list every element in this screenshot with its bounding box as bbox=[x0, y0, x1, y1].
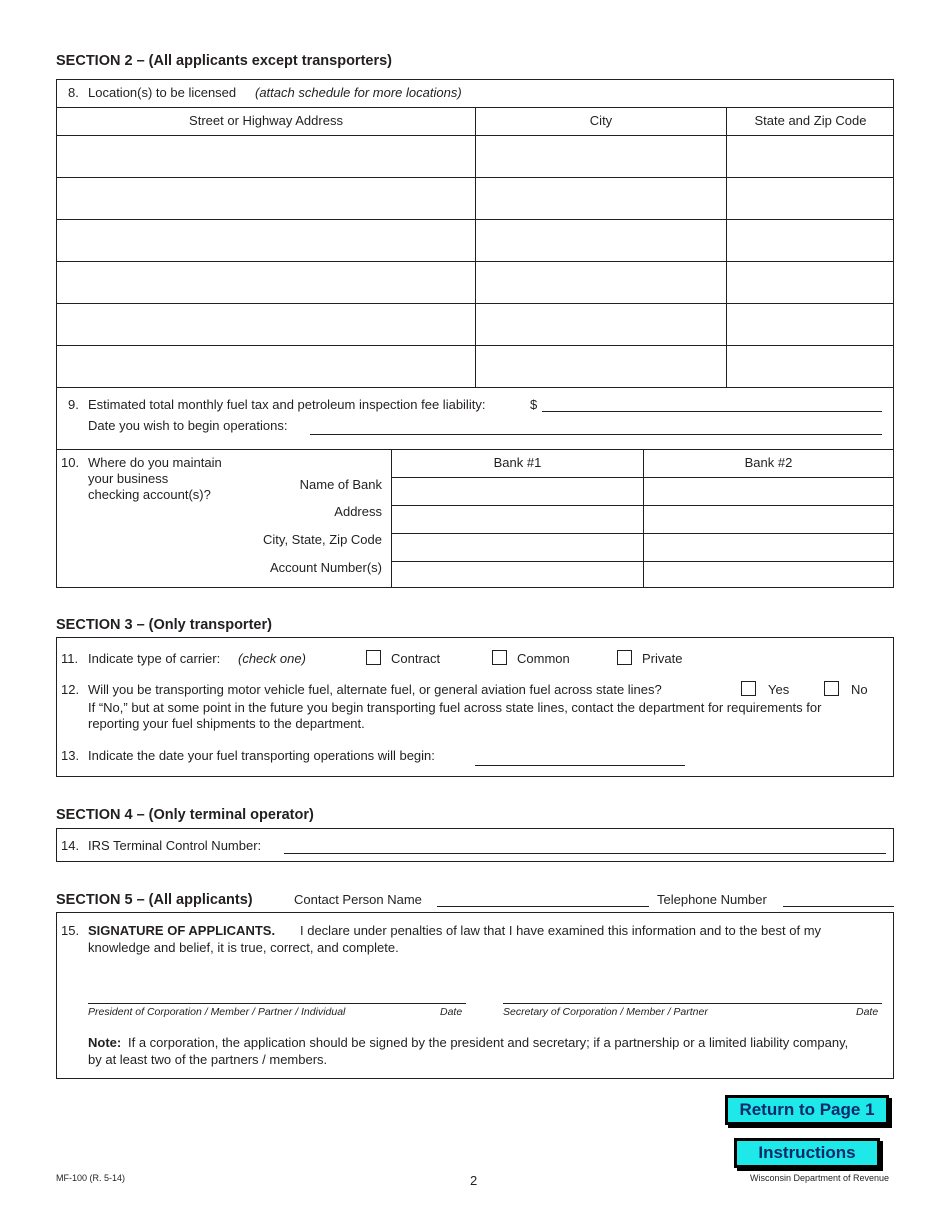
q8-label: Location(s) to be licensed bbox=[88, 85, 237, 100]
divider bbox=[475, 108, 476, 387]
note-line1: If a corporation, the application should be signed by the president and secretary; if a partnership or a limited liability company, bbox=[128, 1035, 849, 1050]
location-5-street[interactable] bbox=[57, 304, 475, 345]
bank-row-label-account: Account Number(s) bbox=[270, 560, 382, 575]
location-1-state-zip[interactable] bbox=[727, 136, 893, 177]
q13-date-field[interactable] bbox=[475, 765, 685, 766]
signature-2-label: Secretary of Corporation / Member / Partner bbox=[503, 1006, 708, 1018]
bank2-account-field[interactable] bbox=[644, 562, 893, 587]
q9-label: Estimated total monthly fuel tax and petroleum inspection fee liability: bbox=[88, 397, 486, 412]
bank1-account-field[interactable] bbox=[392, 562, 643, 587]
q14-number: 14. bbox=[61, 838, 80, 853]
contact-person-label: Contact Person Name bbox=[294, 892, 422, 907]
yes-checkbox[interactable] bbox=[741, 681, 756, 696]
location-6-state-zip[interactable] bbox=[727, 346, 893, 387]
location-5-city[interactable] bbox=[476, 304, 726, 345]
q9-date-label: Date you wish to begin operations: bbox=[88, 418, 288, 433]
bank2-city-state-zip-field[interactable] bbox=[644, 534, 893, 561]
contract-label: Contract bbox=[391, 651, 441, 666]
agency-name: Wisconsin Department of Revenue bbox=[750, 1173, 890, 1183]
bank1-address-field[interactable] bbox=[392, 506, 643, 533]
no-checkbox[interactable] bbox=[824, 681, 839, 696]
q11-number: 11. bbox=[61, 651, 79, 666]
q14-control-number-field[interactable] bbox=[284, 853, 886, 854]
q9-begin-date-field[interactable] bbox=[310, 434, 882, 435]
private-label: Private bbox=[642, 651, 683, 666]
contract-checkbox[interactable] bbox=[366, 650, 381, 665]
return-to-page1-button[interactable]: Return to Page 1 bbox=[725, 1095, 889, 1125]
location-1-city[interactable] bbox=[476, 136, 726, 177]
instructions-button[interactable]: Instructions bbox=[734, 1138, 880, 1168]
q11-label: Indicate type of carrier: bbox=[88, 651, 221, 666]
signature-1-label: President of Corporation / Member / Partner / Individual bbox=[88, 1006, 346, 1018]
q13-number: 13. bbox=[61, 748, 80, 763]
location-4-state-zip[interactable] bbox=[727, 262, 893, 303]
bank2-name-field[interactable] bbox=[644, 478, 893, 505]
q12-note-line1: If “No,” but at some point in the future you begin transporting fuel across state lines, contact the department for requirements for bbox=[88, 700, 822, 715]
section3-title: SECTION 3 – (Only transporter) bbox=[56, 617, 272, 633]
location-1-street[interactable] bbox=[57, 136, 475, 177]
section4-title: SECTION 4 – (Only terminal operator) bbox=[56, 807, 314, 823]
section5-title: SECTION 5 – (All applicants) bbox=[56, 892, 253, 908]
bank2-header: Bank #2 bbox=[744, 455, 793, 470]
divider bbox=[57, 449, 893, 450]
section2-title: SECTION 2 – (All applicants except transporters) bbox=[56, 53, 393, 69]
q15-heading: SIGNATURE OF APPLICANTS. bbox=[88, 923, 276, 938]
bank-row-label-address: Address bbox=[334, 504, 382, 519]
q15-text-line2: knowledge and belief, it is true, correct, and complete. bbox=[88, 940, 399, 955]
q15-number: 15. bbox=[61, 923, 80, 938]
q12-number: 12. bbox=[61, 682, 80, 697]
col-header-state-zip: State and Zip Code bbox=[754, 113, 867, 128]
bank1-city-state-zip-field[interactable] bbox=[392, 534, 643, 561]
contact-person-field[interactable] bbox=[437, 906, 649, 907]
q9-dollar-sign: $ bbox=[530, 397, 538, 412]
location-6-city[interactable] bbox=[476, 346, 726, 387]
q9-liability-field[interactable] bbox=[542, 411, 882, 412]
q12-label: Will you be transporting motor vehicle fuel, alternate fuel, or general aviation fuel across state lines? bbox=[88, 682, 662, 697]
q11-note: (check one) bbox=[238, 651, 306, 666]
bank1-header: Bank #1 bbox=[493, 455, 542, 470]
telephone-field[interactable] bbox=[783, 906, 894, 907]
col-header-city: City bbox=[589, 113, 613, 128]
private-checkbox[interactable] bbox=[617, 650, 632, 665]
q8-number: 8. bbox=[68, 85, 79, 100]
location-4-street[interactable] bbox=[57, 262, 475, 303]
bank1-name-field[interactable] bbox=[392, 478, 643, 505]
location-6-street[interactable] bbox=[57, 346, 475, 387]
page-number: 2 bbox=[470, 1173, 478, 1188]
q9-number: 9. bbox=[68, 397, 79, 412]
common-label: Common bbox=[517, 651, 570, 666]
q8-note: (attach schedule for more locations) bbox=[255, 85, 462, 100]
location-3-state-zip[interactable] bbox=[727, 220, 893, 261]
location-3-street[interactable] bbox=[57, 220, 475, 261]
q10-label-line2: your business bbox=[88, 471, 169, 486]
bank-row-label-city-state-zip: City, State, Zip Code bbox=[263, 532, 382, 547]
location-2-state-zip[interactable] bbox=[727, 178, 893, 219]
form-id: MF-100 (R. 5-14) bbox=[56, 1173, 126, 1183]
telephone-label: Telephone Number bbox=[657, 892, 767, 907]
signature-1-field[interactable] bbox=[88, 1003, 466, 1004]
divider bbox=[726, 108, 727, 387]
divider bbox=[57, 387, 893, 388]
bank2-address-field[interactable] bbox=[644, 506, 893, 533]
bank-row-label-name: Name of Bank bbox=[299, 477, 382, 492]
note-heading: Note: bbox=[88, 1035, 122, 1050]
location-5-state-zip[interactable] bbox=[727, 304, 893, 345]
note-line2: by at least two of the partners / members. bbox=[88, 1052, 328, 1067]
signature-2-date-label: Date bbox=[856, 1006, 879, 1018]
signature-2-field[interactable] bbox=[503, 1003, 882, 1004]
location-4-city[interactable] bbox=[476, 262, 726, 303]
no-label: No bbox=[851, 682, 868, 697]
col-header-street: Street or Highway Address bbox=[189, 113, 343, 128]
q14-label: IRS Terminal Control Number: bbox=[88, 838, 262, 853]
q12-note-line2: reporting your fuel shipments to the department. bbox=[88, 716, 365, 731]
q10-label-line3: checking account(s)? bbox=[88, 487, 211, 502]
q13-label: Indicate the date your fuel transporting operations will begin: bbox=[88, 748, 435, 763]
q10-number: 10. bbox=[61, 455, 80, 470]
q15-text-line1: I declare under penalties of law that I have examined this information and to the best of my bbox=[300, 923, 822, 938]
yes-label: Yes bbox=[768, 682, 790, 697]
signature-1-date-label: Date bbox=[440, 1006, 463, 1018]
location-2-city[interactable] bbox=[476, 178, 726, 219]
q10-label-line1: Where do you maintain bbox=[88, 455, 222, 470]
location-2-street[interactable] bbox=[57, 178, 475, 219]
location-3-city[interactable] bbox=[476, 220, 726, 261]
common-checkbox[interactable] bbox=[492, 650, 507, 665]
